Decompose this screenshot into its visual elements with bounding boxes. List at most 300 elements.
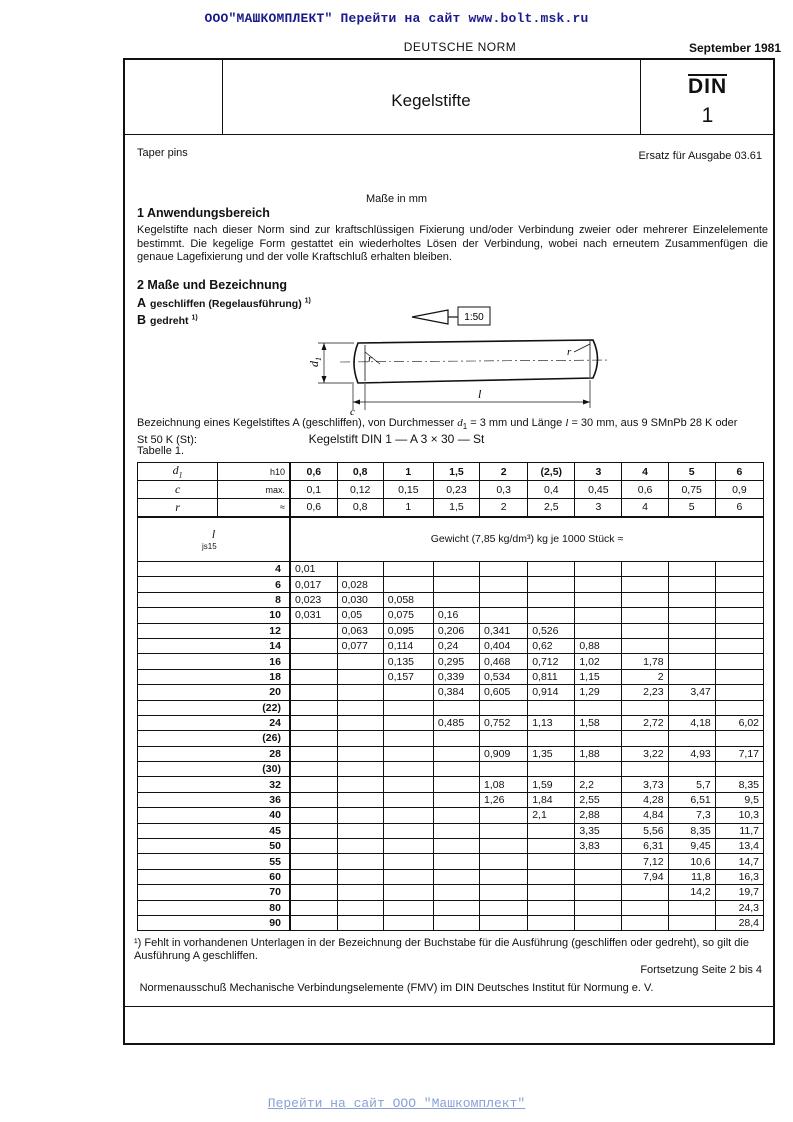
weight-value <box>668 900 715 915</box>
weight-value <box>480 700 528 715</box>
weight-value <box>575 762 622 777</box>
weight-value: 11,7 <box>715 823 763 838</box>
weight-value: 9,45 <box>668 839 715 854</box>
weight-value: 3,35 <box>575 823 622 838</box>
chamfer-row-value: 0,23 <box>433 481 479 499</box>
chamfer-row-value: 0,4 <box>528 481 575 499</box>
weight-value: 0,468 <box>480 654 528 669</box>
weight-value: 0,24 <box>433 638 479 653</box>
table-row <box>138 700 764 715</box>
weight-value: 2,2 <box>575 777 622 792</box>
weight-value <box>575 577 622 592</box>
length-value: 80 <box>138 900 290 915</box>
weight-value: 3,22 <box>622 746 668 761</box>
weight-value <box>715 638 763 653</box>
weight-value <box>528 854 575 869</box>
weight-value <box>715 654 763 669</box>
weight-value <box>715 623 763 638</box>
weight-value <box>575 592 622 607</box>
weight-value: 2,88 <box>575 808 622 823</box>
weight-value <box>622 562 668 577</box>
weight-value <box>668 562 715 577</box>
weight-value: 4,28 <box>622 792 668 807</box>
weight-value <box>290 685 337 700</box>
weight-value <box>290 731 337 746</box>
weight-value <box>433 746 479 761</box>
weight-value <box>715 577 763 592</box>
taper-symbol-icon <box>412 310 448 324</box>
weight-value: 2,72 <box>622 715 668 730</box>
weight-value <box>622 608 668 623</box>
length-value: 16 <box>138 654 290 669</box>
radius-row-value: 1 <box>383 499 433 517</box>
weight-value: 0,811 <box>528 669 575 684</box>
weight-value: 2 <box>622 669 668 684</box>
weight-value <box>383 900 433 915</box>
weight-value <box>575 885 622 900</box>
weight-value <box>715 592 763 607</box>
weight-value <box>480 839 528 854</box>
weight-value: 10,3 <box>715 808 763 823</box>
weight-value <box>668 577 715 592</box>
weight-value: 6,51 <box>668 792 715 807</box>
weight-value <box>337 731 383 746</box>
table-row <box>138 669 764 684</box>
weight-value: 0,534 <box>480 669 528 684</box>
length-value: 60 <box>138 869 290 884</box>
weight-value <box>528 562 575 577</box>
table-row <box>138 792 764 807</box>
weight-value: 19,7 <box>715 885 763 900</box>
weight-value: 1,29 <box>575 685 622 700</box>
weight-value: 28,4 <box>715 915 763 930</box>
weight-value <box>575 623 622 638</box>
weight-value <box>383 731 433 746</box>
weight-value <box>383 915 433 930</box>
weight-value: 0,16 <box>433 608 479 623</box>
weight-value <box>337 808 383 823</box>
weight-value: 3,73 <box>622 777 668 792</box>
weight-value <box>622 623 668 638</box>
weight-value: 0,914 <box>528 685 575 700</box>
weight-value <box>337 715 383 730</box>
taper-pin-drawing <box>290 300 630 418</box>
weight-value: 9,5 <box>715 792 763 807</box>
table-row <box>138 762 764 777</box>
weight-value <box>575 915 622 930</box>
weight-value: 0,206 <box>433 623 479 638</box>
weight-value: 0,88 <box>575 638 622 653</box>
weight-value <box>668 638 715 653</box>
weight-value: 8,35 <box>668 823 715 838</box>
weight-value <box>383 808 433 823</box>
length-value: 12 <box>138 623 290 638</box>
weight-value <box>290 854 337 869</box>
weight-value <box>290 746 337 761</box>
weight-value <box>715 669 763 684</box>
weight-value <box>575 731 622 746</box>
diameter-row-value: 1 <box>383 463 433 481</box>
d1-dimension-label: $d_1$ <box>307 357 323 367</box>
weight-value <box>715 608 763 623</box>
weight-table <box>137 462 764 931</box>
table-row <box>138 731 764 746</box>
committee-line: Normenausschuß Mechanische Verbindungselemente (FMV) im DIN Deutsches Institut für Normung e. V. <box>139 982 654 994</box>
radius-row-value: 0,8 <box>337 499 383 517</box>
length-value: 32 <box>138 777 290 792</box>
weight-value <box>480 577 528 592</box>
weight-value <box>337 854 383 869</box>
section-2-heading: 2 Maße und Bezeichnung <box>137 278 288 292</box>
weight-value <box>528 885 575 900</box>
weight-value <box>480 823 528 838</box>
weight-value <box>383 746 433 761</box>
table-caption: Tabelle 1. <box>137 445 185 457</box>
weight-value <box>528 762 575 777</box>
weight-value <box>715 731 763 746</box>
length-value: 6 <box>138 577 290 592</box>
weight-value: 7,12 <box>622 854 668 869</box>
radius-row-value: 6 <box>715 499 763 517</box>
table-row <box>138 808 764 823</box>
weight-value <box>480 762 528 777</box>
diameter-row-value: 0,6 <box>290 463 337 481</box>
din-logo: DIN <box>688 75 728 98</box>
weight-value <box>668 762 715 777</box>
weight-value: 1,58 <box>575 715 622 730</box>
weight-value <box>337 762 383 777</box>
weight-value <box>528 592 575 607</box>
radius-row <box>138 499 764 517</box>
taper-ratio: 1:50 <box>464 312 484 323</box>
chamfer-row-value: 0,9 <box>715 481 763 499</box>
weight-value: 7,94 <box>622 869 668 884</box>
chamfer-row <box>138 481 764 499</box>
weight-value: 0,909 <box>480 746 528 761</box>
weight-value <box>290 869 337 884</box>
chamfer-row-value: 0,6 <box>622 481 668 499</box>
chamfer-row-value: 0,15 <box>383 481 433 499</box>
weight-value: 0,028 <box>337 577 383 592</box>
chamfer-row-tolerance: max. <box>218 481 290 499</box>
weight-value <box>528 823 575 838</box>
weight-value <box>290 792 337 807</box>
weight-value <box>622 885 668 900</box>
length-value: 45 <box>138 823 290 838</box>
weight-value <box>622 762 668 777</box>
english-title: Taper pins <box>137 147 188 159</box>
weight-value <box>528 731 575 746</box>
weight-value <box>383 777 433 792</box>
weight-value <box>337 669 383 684</box>
table-row <box>138 577 764 592</box>
weight-value <box>480 808 528 823</box>
weight-value <box>528 700 575 715</box>
length-value: 4 <box>138 562 290 577</box>
weight-value: 7,17 <box>715 746 763 761</box>
weight-value <box>575 700 622 715</box>
diameter-row-value: 3 <box>575 463 622 481</box>
length-value: 40 <box>138 808 290 823</box>
radius-row-value: 3 <box>575 499 622 517</box>
diameter-row-value: (2,5) <box>528 463 575 481</box>
weight-value <box>383 762 433 777</box>
weight-value <box>575 900 622 915</box>
radius-row-value: 2 <box>480 499 528 517</box>
radius-row-value: 1,5 <box>433 499 479 517</box>
designation-example: Kegelstift DIN 1 — A 3 × 30 — St <box>308 432 485 446</box>
weight-value <box>337 869 383 884</box>
length-value: 70 <box>138 885 290 900</box>
diameter-row <box>138 463 764 481</box>
length-header-cell: l js15 <box>138 517 290 562</box>
weight-value <box>622 577 668 592</box>
weight-value: 0,752 <box>480 715 528 730</box>
weight-value <box>383 839 433 854</box>
diameter-row-tolerance: h10 <box>218 463 290 481</box>
weight-value <box>575 854 622 869</box>
weight-value <box>622 638 668 653</box>
chamfer-row-value: 0,75 <box>668 481 715 499</box>
weight-value <box>528 900 575 915</box>
chamfer-row-label: c <box>138 481 218 499</box>
weight-value <box>622 700 668 715</box>
weight-value: 0,712 <box>528 654 575 669</box>
weight-value <box>668 623 715 638</box>
weight-value: 0,485 <box>433 715 479 730</box>
weight-value: 0,62 <box>528 638 575 653</box>
weight-value <box>383 685 433 700</box>
length-value: 24 <box>138 715 290 730</box>
diameter-row-value: 5 <box>668 463 715 481</box>
table-row <box>138 608 764 623</box>
weight-value: 1,02 <box>575 654 622 669</box>
weight-value: 0,05 <box>337 608 383 623</box>
diameter-row-label: $d_1$ <box>138 463 218 481</box>
weight-value: 0,095 <box>383 623 433 638</box>
page-title: Kegelstifte <box>391 91 471 110</box>
weight-value <box>433 915 479 930</box>
site-link-footer[interactable]: Перейти на сайт ООО "Машкомплект" <box>267 1096 526 1111</box>
weight-value <box>433 823 479 838</box>
weight-value <box>337 654 383 669</box>
weight-value: 0,023 <box>290 592 337 607</box>
weight-value: 4,84 <box>622 808 668 823</box>
radius-row-value: 2,5 <box>528 499 575 517</box>
weight-value <box>528 577 575 592</box>
footer-rule <box>125 1006 773 1007</box>
weight-value <box>290 777 337 792</box>
site-link-header[interactable]: ООО"МАШКОМПЛЕКТ" Перейти на сайт www.bolt.msk.ru <box>204 11 589 26</box>
variant-b: B gedreht $^{1)}$ <box>137 313 198 327</box>
weight-value: 1,88 <box>575 746 622 761</box>
table-row <box>138 685 764 700</box>
table-row <box>138 839 764 854</box>
weight-value: 0,295 <box>433 654 479 669</box>
section-1-text: Kegelstifte nach dieser Norm sind zur kraftschlüssigen Fixierung und/oder Verbindung zweier oder mehrerer Einzelelemente bestimmt. Die kegelige Form gestattet ein wiederholtes Lösen der Verbindung, wobei nach erneutem Zusammenfügen die genaue Lagefixierung und der volle Kraftschluß erhalten bleiben. <box>137 224 768 263</box>
weight-value: 14,7 <box>715 854 763 869</box>
weight-value <box>290 885 337 900</box>
weight-value: 24,3 <box>715 900 763 915</box>
length-header-row <box>138 517 764 562</box>
weight-value <box>337 823 383 838</box>
weight-value <box>668 700 715 715</box>
weight-value <box>528 869 575 884</box>
table-row <box>138 885 764 900</box>
weight-value <box>480 592 528 607</box>
units-note: Maße in mm <box>365 193 428 205</box>
weight-value: 2,23 <box>622 685 668 700</box>
weight-value <box>290 823 337 838</box>
weight-value: 7,3 <box>668 808 715 823</box>
weight-value: 0,157 <box>383 669 433 684</box>
weight-value: 0,017 <box>290 577 337 592</box>
diameter-row-value: 4 <box>622 463 668 481</box>
weight-value <box>290 915 337 930</box>
weight-value <box>480 885 528 900</box>
weight-value <box>480 731 528 746</box>
weight-value <box>715 700 763 715</box>
weight-value <box>480 854 528 869</box>
weight-value <box>337 839 383 854</box>
weight-value <box>337 562 383 577</box>
weight-value <box>715 762 763 777</box>
weight-value <box>290 900 337 915</box>
radius-label-left: r <box>368 353 373 365</box>
section-1-heading: 1 Anwendungsbereich <box>137 206 270 220</box>
table-row <box>138 777 764 792</box>
weight-value: 4,93 <box>668 746 715 761</box>
weight-value: 0,077 <box>337 638 383 653</box>
weight-value <box>528 608 575 623</box>
weight-value: 8,35 <box>715 777 763 792</box>
length-value: 8 <box>138 592 290 607</box>
weight-value <box>290 623 337 638</box>
length-value: 28 <box>138 746 290 761</box>
weight-value <box>337 746 383 761</box>
weight-value <box>668 731 715 746</box>
weight-value <box>290 715 337 730</box>
weight-value <box>480 562 528 577</box>
weight-value: 6,31 <box>622 839 668 854</box>
weight-value <box>337 915 383 930</box>
weight-value: 5,56 <box>622 823 668 838</box>
length-value: 20 <box>138 685 290 700</box>
weight-value <box>575 562 622 577</box>
weight-value: 1,59 <box>528 777 575 792</box>
weight-value: 0,526 <box>528 623 575 638</box>
diameter-row-value: 1,5 <box>433 463 479 481</box>
weight-value <box>383 792 433 807</box>
weight-value <box>668 915 715 930</box>
weight-value <box>383 562 433 577</box>
weight-value <box>433 869 479 884</box>
weight-value <box>383 577 433 592</box>
weight-value: 1,84 <box>528 792 575 807</box>
weight-value: 0,075 <box>383 608 433 623</box>
radius-row-label: r <box>138 499 218 517</box>
weight-value: 0,135 <box>383 654 433 669</box>
weight-value <box>383 854 433 869</box>
table-row <box>138 715 764 730</box>
weight-value <box>480 915 528 930</box>
weight-value <box>337 777 383 792</box>
weight-value <box>290 762 337 777</box>
issue-date: September 1981 <box>688 41 781 55</box>
chamfer-label: c <box>350 406 355 418</box>
weight-value: 1,35 <box>528 746 575 761</box>
chamfer-row-value: 0,1 <box>290 481 337 499</box>
table-row <box>138 562 764 577</box>
weight-value <box>433 792 479 807</box>
length-label: l <box>478 387 482 401</box>
norm-series: DEUTSCHE NORM <box>403 40 517 54</box>
weight-value <box>433 900 479 915</box>
weight-value <box>480 869 528 884</box>
length-value: 90 <box>138 915 290 930</box>
weight-value <box>337 685 383 700</box>
length-value: (30) <box>138 762 290 777</box>
weight-value <box>668 669 715 684</box>
weight-value: 2,55 <box>575 792 622 807</box>
weight-value: 0,339 <box>433 669 479 684</box>
radius-row-value: 4 <box>622 499 668 517</box>
table-row <box>138 638 764 653</box>
weight-value <box>433 731 479 746</box>
weight-value: 4,18 <box>668 715 715 730</box>
table-row <box>138 900 764 915</box>
weight-value <box>383 700 433 715</box>
table-row <box>138 915 764 930</box>
weight-value: 6,02 <box>715 715 763 730</box>
diameter-row-value: 6 <box>715 463 763 481</box>
weight-value <box>383 869 433 884</box>
weight-value: 3,47 <box>668 685 715 700</box>
weight-value: 10,6 <box>668 854 715 869</box>
weight-value <box>383 885 433 900</box>
length-value: 18 <box>138 669 290 684</box>
radius-row-tolerance: ≈ <box>218 499 290 517</box>
weight-value: 1,13 <box>528 715 575 730</box>
weight-value <box>433 808 479 823</box>
weight-value <box>337 792 383 807</box>
din-number: 1 <box>701 104 714 127</box>
weight-value <box>433 885 479 900</box>
weight-value <box>290 654 337 669</box>
weight-value: 13,4 <box>715 839 763 854</box>
title-block-bottom-rule <box>125 134 773 135</box>
footnote: ¹) Fehlt in vorhandenen Unterlagen in der Bezeichnung der Buchstabe für die Ausführung (geschliffen oder gedreht), so gilt die Ausführung A geschliffen. <box>134 937 749 962</box>
continuation-note: Fortsetzung Seite 2 bis 4 <box>640 964 762 976</box>
weight-value: 3,83 <box>575 839 622 854</box>
weight-value <box>290 808 337 823</box>
weight-value <box>290 638 337 653</box>
weight-value <box>575 869 622 884</box>
diameter-row-value: 2 <box>480 463 528 481</box>
weight-value <box>383 823 433 838</box>
table-row <box>138 592 764 607</box>
chamfer-row-value: 0,45 <box>575 481 622 499</box>
length-value: (26) <box>138 731 290 746</box>
weight-value <box>668 654 715 669</box>
weight-value <box>433 562 479 577</box>
weight-value: 0,01 <box>290 562 337 577</box>
weight-value <box>528 839 575 854</box>
length-value: 50 <box>138 839 290 854</box>
table-row <box>138 823 764 838</box>
length-value: (22) <box>138 700 290 715</box>
weight-value: 0,114 <box>383 638 433 653</box>
